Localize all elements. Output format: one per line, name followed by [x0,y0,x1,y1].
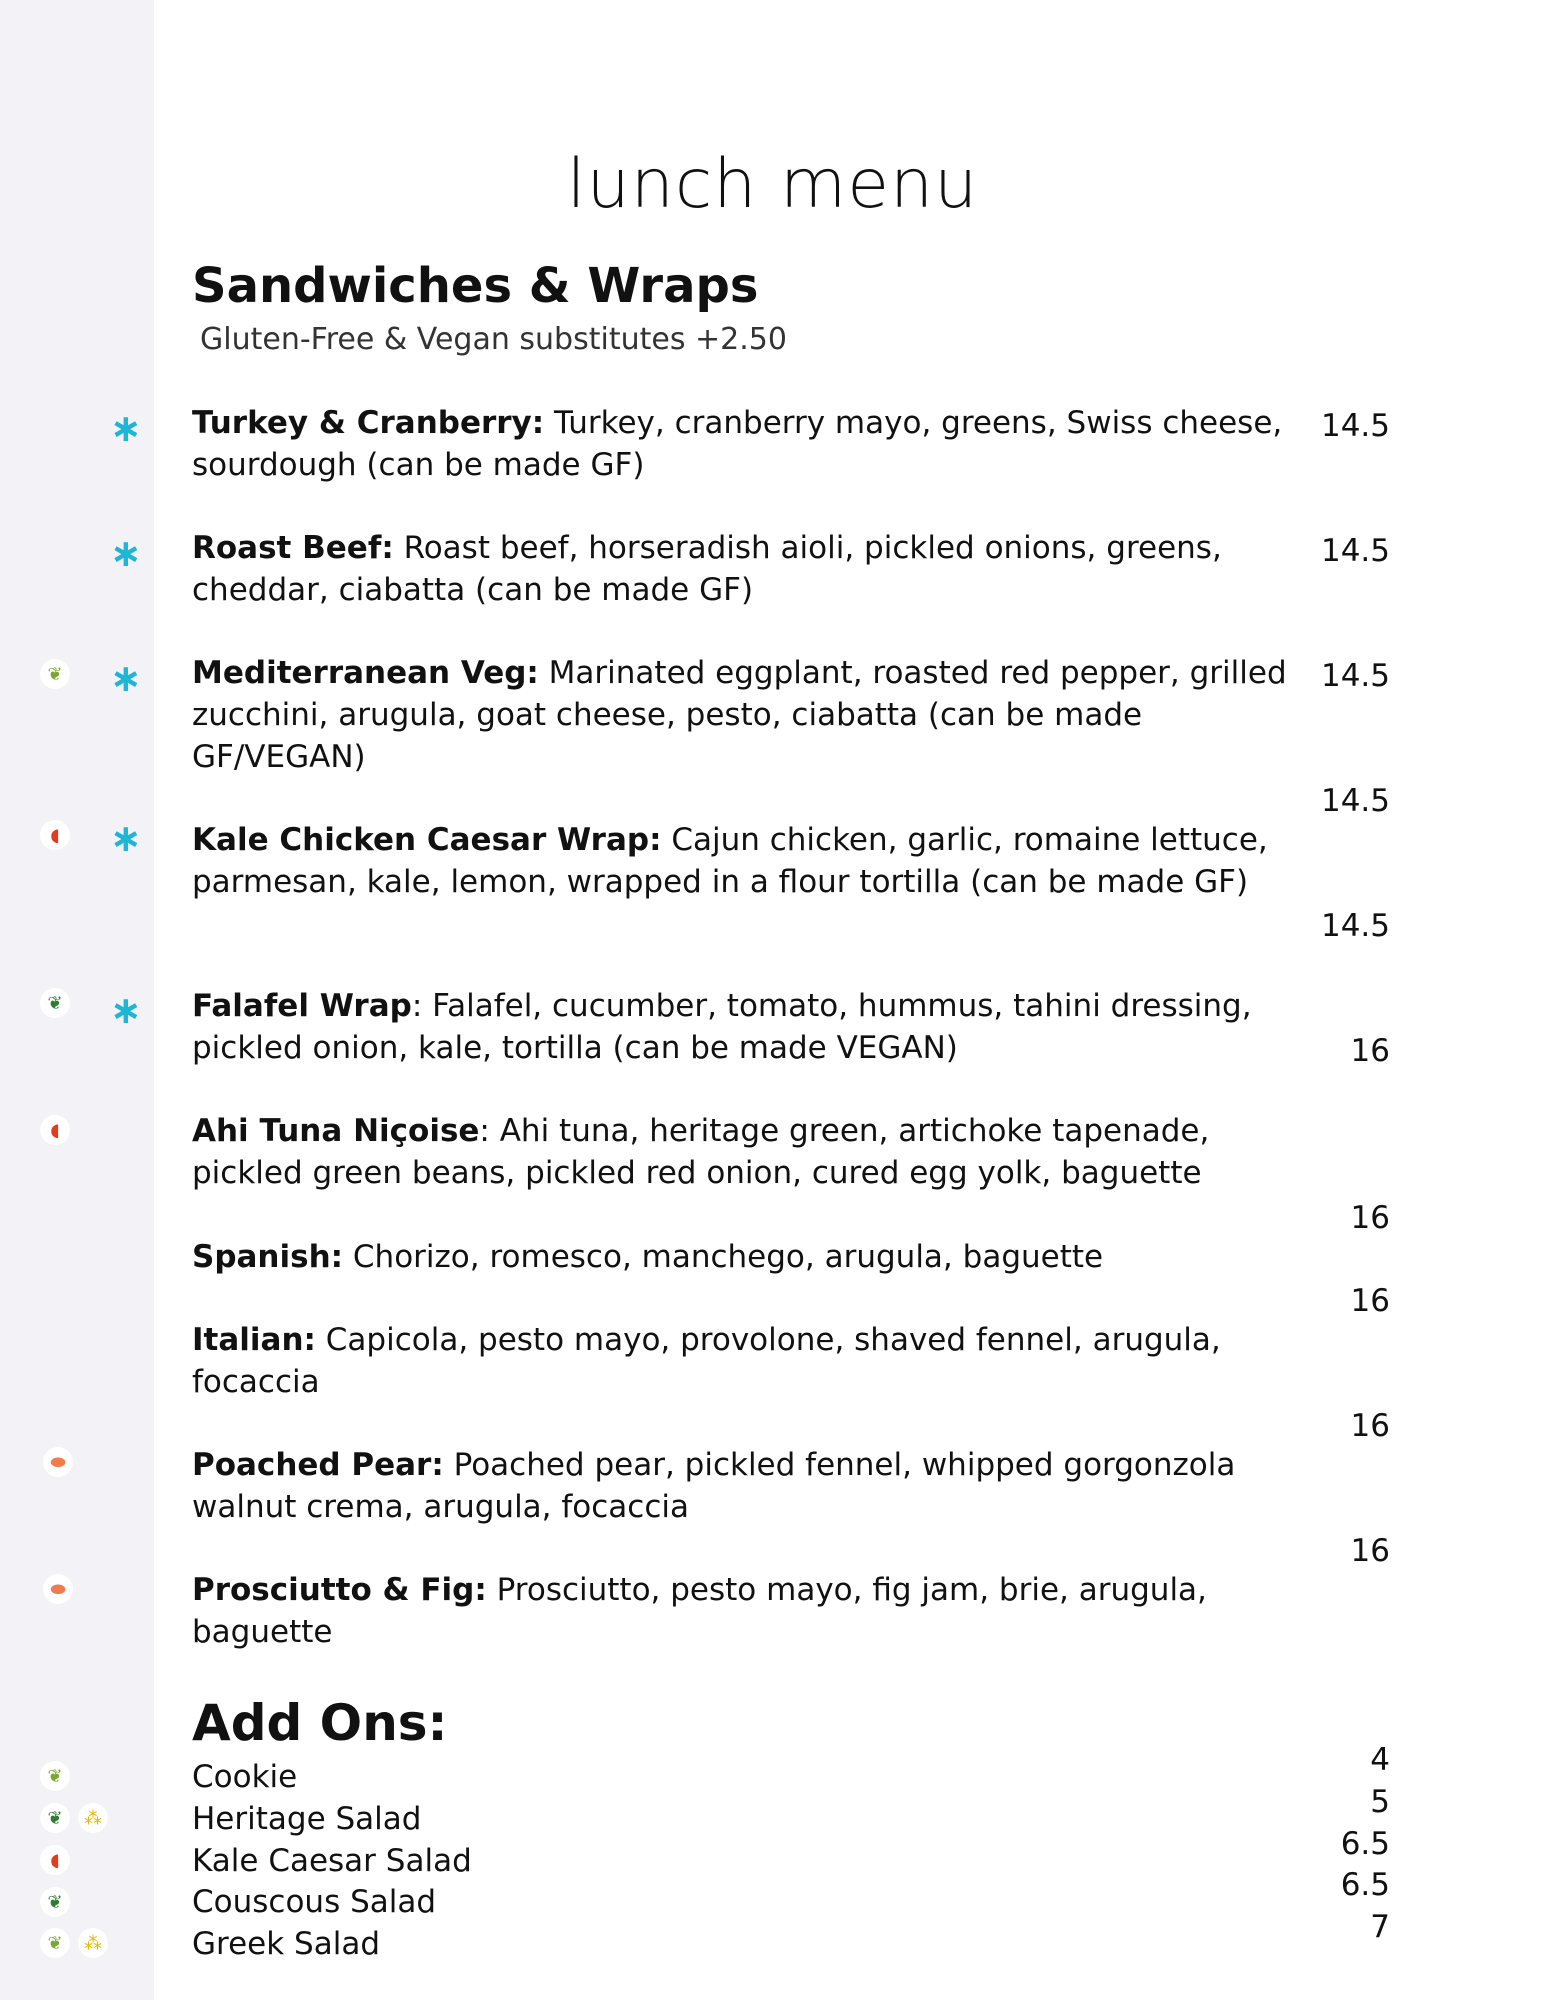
addon-price: 6.5 [1340,1826,1390,1862]
grain-icon: ⁂ [78,1928,108,1958]
price: 16 [1350,1283,1390,1319]
menu-item-prosciutto-fig [192,1569,1292,1653]
addon-item: Couscous Salad [192,1884,437,1920]
item-name: Roast Beef: [192,530,394,566]
bread-icon: ⬬ [43,1447,73,1477]
item-desc: Marinated eggplant, roasted red pepper, grilled zucchini, arugula, goat cheese, pesto, ciabatta (can be made GF/VEGAN) [192,655,1287,775]
item-desc: Capicola, pesto mayo, provolone, shaved fennel, arugula, focaccia [192,1322,1221,1400]
item-desc: Poached pear, pickled fennel, whipped gorgonzola walnut crema, arugula, focaccia [192,1447,1236,1525]
section-title: Sandwiches & Wraps [192,258,759,314]
menu-item-falafel-wrap [192,985,1292,1069]
menu-item-ahi-tuna [192,1110,1292,1194]
asterisk-icon: ∗ [110,656,142,700]
leaf-icon: ❦ [40,1928,70,1958]
addon-item: Cookie [192,1759,298,1795]
leaf-icon: ❦ [40,1887,70,1917]
addon-item: Heritage Salad [192,1801,422,1837]
asterisk-icon: ∗ [110,531,142,575]
addon-price: 6.5 [1340,1867,1390,1903]
item-name: Spanish: [192,1239,344,1275]
item-name: Prosciutto & Fig: [192,1572,487,1608]
price: 14.5 [1320,408,1390,444]
item-name: Turkey & Cranberry: [192,405,545,441]
menu-item-roast-beef [192,527,1292,611]
price: 14.5 [1320,908,1390,944]
addon-price: 5 [1370,1784,1390,1820]
item-desc: Turkey, cranberry mayo, greens, Swiss cheese, sourdough (can be made GF) [192,405,1283,483]
item-name: Poached Pear: [192,1447,444,1483]
item-desc: Roast beef, horseradish aioli, pickled onions, greens, cheddar, ciabatta (can be made GF) [192,530,1222,608]
addon-item: Kale Caesar Salad [192,1843,472,1879]
price: 16 [1350,1200,1390,1236]
item-name: Ahi Tuna Niçoise [192,1113,480,1149]
price: 16 [1350,1408,1390,1444]
section-subtitle: Gluten-Free & Vegan substitutes +2.50 [200,322,787,357]
addons-title: Add Ons: [192,1694,448,1752]
price: 16 [1350,1533,1390,1569]
menu-item-mediterranean-veg [192,652,1292,778]
asterisk-icon: ∗ [110,816,142,860]
leaf-icon: ❦ [40,988,70,1018]
leaf-icon: ❦ [40,1803,70,1833]
item-desc: : Ahi tuna, heritage green, artichoke tapenade, pickled green beans, pickled red onion, cured egg yolk, baguette [192,1113,1210,1191]
addon-price: 7 [1370,1909,1390,1945]
shrimp-icon: ◖ [40,1845,70,1875]
bread-icon: ⬬ [43,1574,73,1604]
item-desc: Chorizo, romesco, manchego, arugula, baguette [343,1239,1104,1275]
item-name: Mediterranean Veg: [192,655,539,691]
item-desc: Prosciutto, pesto mayo, fig jam, brie, arugula, baguette [192,1572,1207,1650]
addon-price: 4 [1370,1742,1390,1778]
item-desc: Cajun chicken, garlic, romaine lettuce, parmesan, kale, lemon, wrapped in a flour tortilla (can be made GF) [192,822,1268,900]
menu-item-kale-chicken-caesar [192,819,1292,903]
price: 14.5 [1320,533,1390,569]
leaf-icon: ❦ [40,659,70,689]
menu-item-italian [192,1319,1292,1403]
item-desc: : Falafel, cucumber, tomato, hummus, tahini dressing, pickled onion, kale, tortilla (can be made VEGAN) [192,988,1252,1066]
page-title: lunch menu [566,145,979,224]
menu-item-turkey-cranberry [192,402,1292,486]
price: 14.5 [1320,658,1390,694]
item-name: Italian: [192,1322,316,1358]
leaf-icon: ❦ [40,1761,70,1791]
price: 16 [1350,1033,1390,1069]
price: 14.5 [1320,783,1390,819]
asterisk-icon: ∗ [110,406,142,450]
menu-item-spanish [192,1236,1292,1278]
grain-icon: ⁂ [78,1803,108,1833]
item-name: Falafel Wrap [192,988,412,1024]
menu-item-poached-pear [192,1444,1292,1528]
item-name: Kale Chicken Caesar Wrap: [192,822,662,858]
asterisk-icon: ∗ [110,988,142,1032]
shrimp-icon: ◖ [40,1115,70,1145]
shrimp-icon: ◖ [40,820,70,850]
addon-item: Greek Salad [192,1926,380,1962]
